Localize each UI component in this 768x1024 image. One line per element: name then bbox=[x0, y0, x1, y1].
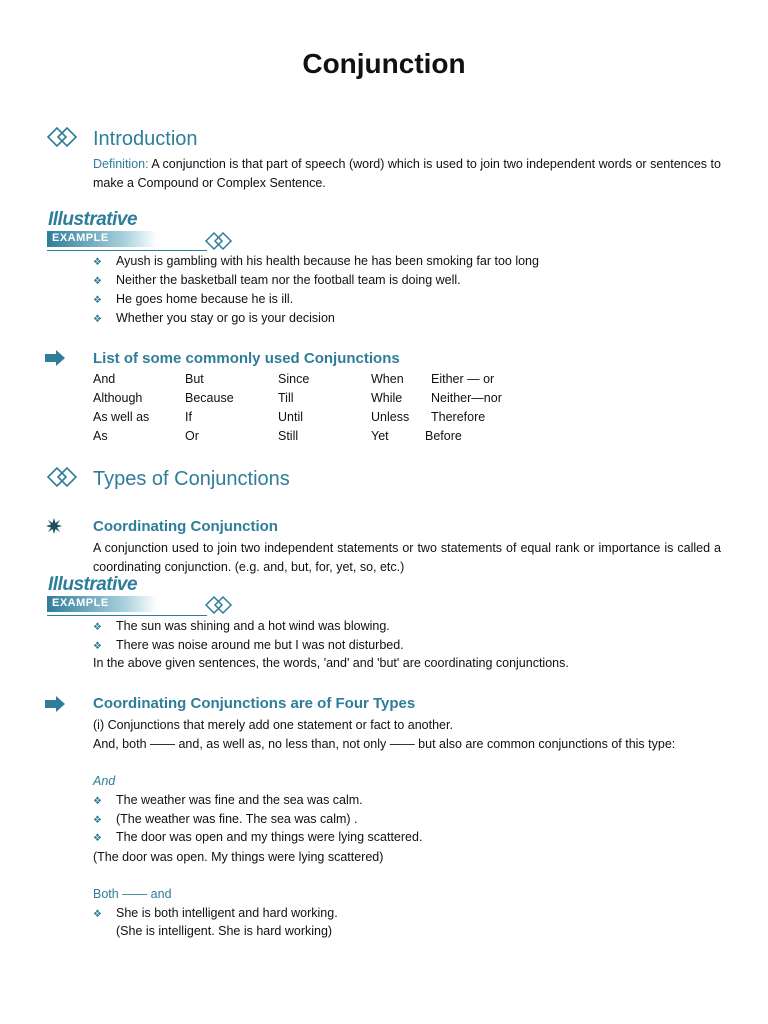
illustrative-label: Illustrative bbox=[48, 209, 138, 230]
arrow-icon bbox=[45, 696, 67, 712]
illustrative-label: Illustrative bbox=[48, 574, 138, 595]
bullet-icon: ❖ bbox=[93, 622, 102, 633]
four-types-heading: Coordinating Conjunctions are of Four Types bbox=[93, 695, 416, 712]
list-item: ❖ The door was open and my things were lying scattered. bbox=[93, 828, 422, 847]
arrow-icon bbox=[45, 350, 67, 366]
list-item: ❖ Whether you stay or go is your decision bbox=[93, 309, 335, 328]
both-label: Both —— and bbox=[93, 887, 172, 901]
and-note: (The door was open. My things were lying scattered) bbox=[93, 850, 384, 864]
list-item: ❖ The weather was fine and the sea was calm. bbox=[93, 791, 363, 810]
four-types-line: (i) Conjunctions that merely add one statement or fact to another. bbox=[93, 718, 453, 732]
starburst-icon bbox=[46, 518, 62, 534]
list-heading: List of some commonly used Conjunctions bbox=[93, 350, 400, 367]
coord-heading: Coordinating Conjunction bbox=[93, 518, 278, 535]
bullet-icon: ❖ bbox=[93, 796, 102, 807]
types-heading: Types of Conjunctions bbox=[93, 468, 290, 490]
bullet-icon: ❖ bbox=[93, 295, 102, 306]
divider bbox=[47, 615, 207, 616]
conjunction-table: And But Since When Either — or Although Because Till While Neither—nor As well as If Until Unless Therefore As Or Still Yet Before bbox=[93, 372, 502, 443]
intro-heading: Introduction bbox=[93, 128, 198, 150]
and-label: And bbox=[93, 774, 116, 788]
diamond-icon bbox=[46, 466, 78, 488]
diamond-icon bbox=[204, 231, 234, 251]
list-item: ❖ (The weather was fine. The sea was calm) . bbox=[93, 810, 358, 829]
four-types-line: And, both —— and, as well as, no less than, not only —— but also are common conjunctions of this type: bbox=[93, 737, 676, 751]
list-item: ❖ Neither the basketball team nor the football team is doing well. bbox=[93, 271, 461, 290]
list-item: ❖ Ayush is gambling with his health because he has been smoking far too long bbox=[93, 252, 539, 271]
bullet-icon: ❖ bbox=[93, 257, 102, 268]
diamond-icon bbox=[46, 126, 78, 148]
bullet-icon: ❖ bbox=[93, 314, 102, 325]
definition-label: Definition: bbox=[93, 157, 149, 171]
bullet-icon: ❖ bbox=[93, 276, 102, 287]
list-item: ❖ She is both intelligent and hard working. bbox=[93, 904, 338, 923]
list-item: ❖ He goes home because he is ill. bbox=[93, 290, 293, 309]
bullet-icon: ❖ bbox=[93, 641, 102, 652]
definition-paragraph bbox=[93, 155, 721, 193]
example-label: EXAMPLE bbox=[52, 597, 109, 609]
bullet-icon: ❖ bbox=[93, 833, 102, 844]
list-item: ❖ There was noise around me but I was not disturbed. bbox=[93, 636, 404, 655]
coord-paragraph: A conjunction used to join two independent statements or two statements of equal rank or importance is called a coordinating conjunction. (e.g. and, but, for, yet, so, etc.) bbox=[93, 541, 721, 574]
list-item: ❖ The sun was shining and a hot wind was blowing. bbox=[93, 617, 390, 636]
both-note: (She is intelligent. She is hard working) bbox=[116, 924, 333, 938]
bullet-icon: ❖ bbox=[93, 815, 102, 826]
example-label: EXAMPLE bbox=[52, 232, 109, 244]
page-title: Conjunction bbox=[302, 48, 466, 79]
bullet-icon: ❖ bbox=[93, 909, 102, 920]
diamond-icon bbox=[204, 595, 234, 615]
definition-text: A conjunction is that part of speech (word) which is used to join two independent words or sentences to make a Compound or Complex Sentence. bbox=[93, 157, 721, 190]
divider bbox=[47, 250, 207, 251]
examples-note: In the above given sentences, the words, 'and' and 'but' are coordinating conjunctions. bbox=[93, 656, 569, 670]
